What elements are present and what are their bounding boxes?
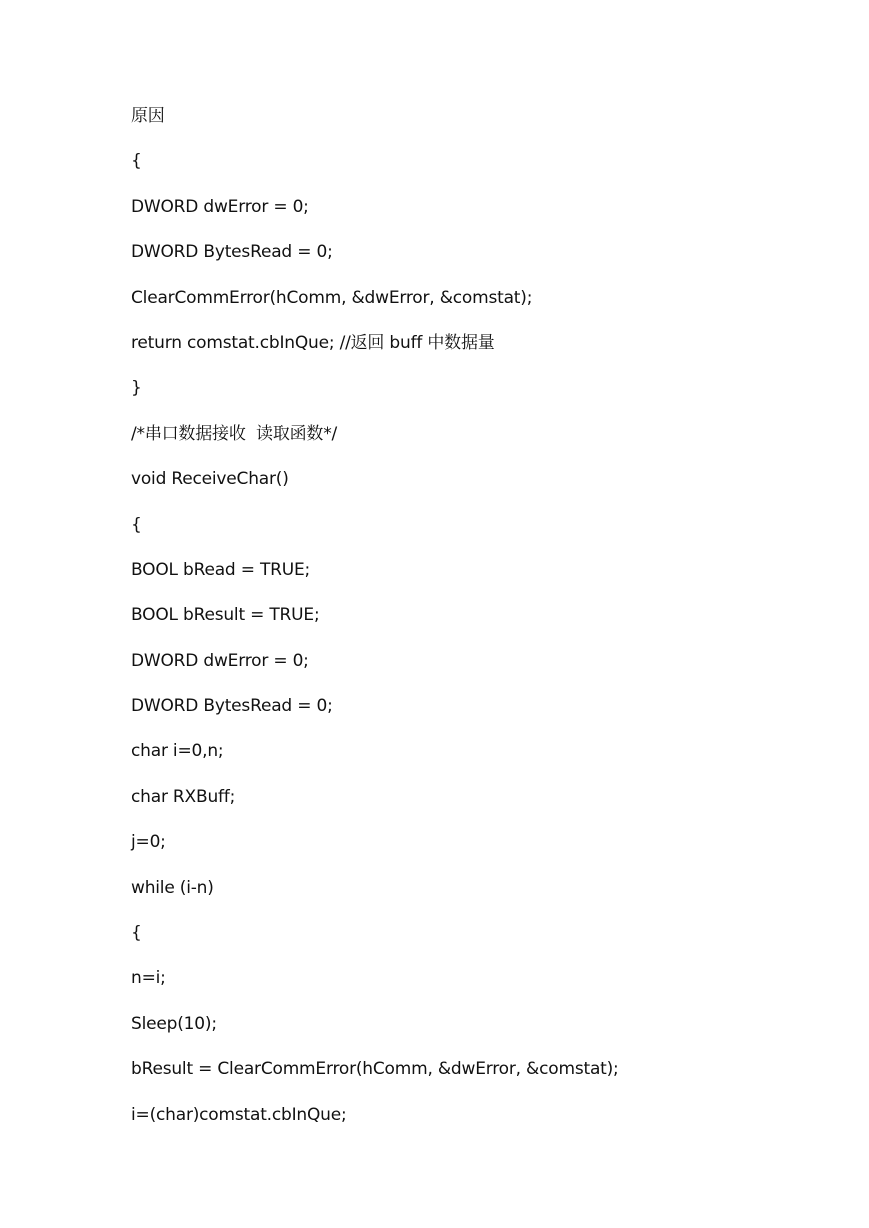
code-line: ClearCommError(hComm, &dwError, &comstat); [131,287,533,308]
code-line: { [131,923,142,944]
code-line: j=0; [131,832,166,853]
code-line: char RXBuff; [131,786,236,807]
code-line: void ReceiveChar() [131,469,289,490]
code-line: } [131,378,142,399]
code-line: n=i; [131,968,166,989]
code-line: while (i-n) [131,877,214,898]
code-line: DWORD BytesRead = 0; [131,696,333,717]
code-line: DWORD dwError = 0; [131,650,309,671]
code-line: { [131,514,142,535]
code-line: DWORD BytesRead = 0; [131,242,333,263]
code-line: { [131,151,142,172]
code-line: BOOL bRead = TRUE; [131,559,311,580]
code-line: 原因 [131,106,165,126]
code-line: Sleep(10); [131,1013,217,1034]
code-line: DWORD dwError = 0; [131,196,309,217]
code-line: i=(char)comstat.cbInQue; [131,1104,347,1125]
code-line: BOOL bResult = TRUE; [131,605,320,626]
code-line: bResult = ClearCommError(hComm, &dwError, &comstat); [131,1059,619,1080]
code-listing [131,102,831,1146]
code-line: /*串口数据接收 读取函数*/ [131,423,338,444]
code-line: char i=0,n; [131,741,224,762]
code-line: return comstat.cbInQue; //返回 buff 中数据量 [131,332,495,353]
